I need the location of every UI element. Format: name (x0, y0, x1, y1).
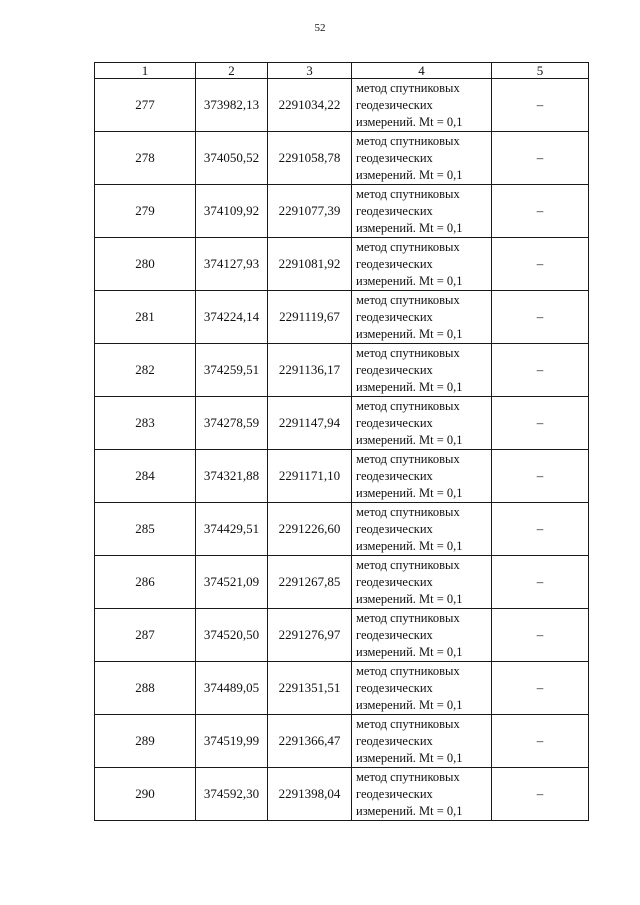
coordinate-x: 374050,52 (196, 132, 268, 185)
note-dash: – (492, 662, 589, 715)
method-line: измерений. Mt = 0,1 (356, 644, 463, 659)
table-row (95, 768, 589, 821)
method-line: измерений. Mt = 0,1 (356, 697, 463, 712)
method-line: геодезических (356, 362, 433, 377)
table-row (95, 291, 589, 344)
point-number: 288 (95, 662, 196, 715)
coordinate-y: 2291398,04 (268, 768, 352, 821)
method-line: метод спутниковых (356, 80, 460, 95)
point-number: 289 (95, 715, 196, 768)
table-body (95, 79, 589, 821)
table-row (95, 132, 589, 185)
method-line: измерений. Mt = 0,1 (356, 538, 463, 553)
method-description (352, 238, 492, 291)
point-number: 287 (95, 609, 196, 662)
method-line: измерений. Mt = 0,1 (356, 485, 463, 500)
coordinate-x: 374520,50 (196, 609, 268, 662)
method-line: геодезических (356, 150, 433, 165)
method-line: геодезических (356, 256, 433, 271)
table-row (95, 503, 589, 556)
method-line: геодезических (356, 97, 433, 112)
coordinate-x: 374278,59 (196, 397, 268, 450)
coordinate-y: 2291351,51 (268, 662, 352, 715)
method-line: измерений. Mt = 0,1 (356, 591, 463, 606)
note-dash: – (492, 768, 589, 821)
note-dash: – (492, 609, 589, 662)
coordinate-x: 374109,92 (196, 185, 268, 238)
header-col-1: 1 (95, 63, 196, 79)
coordinate-x: 374259,51 (196, 344, 268, 397)
header-col-3: 3 (268, 63, 352, 79)
method-description (352, 185, 492, 238)
note-dash: – (492, 556, 589, 609)
coordinate-y: 2291077,39 (268, 185, 352, 238)
coordinate-y: 2291034,22 (268, 79, 352, 132)
table-row (95, 238, 589, 291)
method-line: измерений. Mt = 0,1 (356, 273, 463, 288)
method-description (352, 397, 492, 450)
method-line: метод спутниковых (356, 610, 460, 625)
method-line: измерений. Mt = 0,1 (356, 326, 463, 341)
method-line: измерений. Mt = 0,1 (356, 167, 463, 182)
method-line: измерений. Mt = 0,1 (356, 379, 463, 394)
table-row (95, 556, 589, 609)
table-row (95, 662, 589, 715)
coordinate-y: 2291276,97 (268, 609, 352, 662)
table-row (95, 609, 589, 662)
point-number: 281 (95, 291, 196, 344)
method-line: метод спутниковых (356, 504, 460, 519)
point-number: 279 (95, 185, 196, 238)
coordinate-x: 373982,13 (196, 79, 268, 132)
method-description (352, 662, 492, 715)
coordinate-x: 374127,93 (196, 238, 268, 291)
point-number: 290 (95, 768, 196, 821)
point-number: 278 (95, 132, 196, 185)
coordinate-y: 2291267,85 (268, 556, 352, 609)
method-line: метод спутниковых (356, 557, 460, 572)
note-dash: – (492, 344, 589, 397)
note-dash: – (492, 291, 589, 344)
method-line: метод спутниковых (356, 663, 460, 678)
coordinate-y: 2291147,94 (268, 397, 352, 450)
method-line: геодезических (356, 468, 433, 483)
coordinate-y: 2291366,47 (268, 715, 352, 768)
method-line: геодезических (356, 309, 433, 324)
method-line: метод спутниковых (356, 451, 460, 466)
coordinate-y: 2291136,17 (268, 344, 352, 397)
point-number: 280 (95, 238, 196, 291)
header-col-4: 4 (352, 63, 492, 79)
method-line: метод спутниковых (356, 292, 460, 307)
method-description (352, 79, 492, 132)
note-dash: – (492, 238, 589, 291)
header-col-5: 5 (492, 63, 589, 79)
method-line: измерений. Mt = 0,1 (356, 114, 463, 129)
method-line: метод спутниковых (356, 239, 460, 254)
method-line: геодезических (356, 521, 433, 536)
coordinate-y: 2291171,10 (268, 450, 352, 503)
method-description (352, 132, 492, 185)
coordinate-x: 374489,05 (196, 662, 268, 715)
method-line: геодезических (356, 415, 433, 430)
method-description (352, 450, 492, 503)
method-line: измерений. Mt = 0,1 (356, 432, 463, 447)
coordinate-x: 374429,51 (196, 503, 268, 556)
note-dash: – (492, 715, 589, 768)
note-dash: – (492, 132, 589, 185)
method-line: геодезических (356, 733, 433, 748)
coordinate-y: 2291226,60 (268, 503, 352, 556)
method-line: метод спутниковых (356, 133, 460, 148)
point-number: 277 (95, 79, 196, 132)
method-line: метод спутниковых (356, 398, 460, 413)
method-line: метод спутниковых (356, 716, 460, 731)
method-line: измерений. Mt = 0,1 (356, 220, 463, 235)
coordinates-table (94, 62, 589, 821)
note-dash: – (492, 450, 589, 503)
coordinate-y: 2291119,67 (268, 291, 352, 344)
coordinate-x: 374592,30 (196, 768, 268, 821)
method-description (352, 715, 492, 768)
method-line: геодезических (356, 203, 433, 218)
method-description (352, 503, 492, 556)
coordinate-x: 374321,88 (196, 450, 268, 503)
table-row (95, 397, 589, 450)
table-row (95, 450, 589, 503)
point-number: 285 (95, 503, 196, 556)
coordinate-y: 2291058,78 (268, 132, 352, 185)
method-line: метод спутниковых (356, 769, 460, 784)
table-header (95, 63, 589, 79)
table-row (95, 185, 589, 238)
note-dash: – (492, 185, 589, 238)
coordinate-y: 2291081,92 (268, 238, 352, 291)
method-description (352, 556, 492, 609)
method-description (352, 768, 492, 821)
method-line: измерений. Mt = 0,1 (356, 750, 463, 765)
method-line: геодезических (356, 786, 433, 801)
method-line: измерений. Mt = 0,1 (356, 803, 463, 818)
header-row (95, 63, 589, 79)
method-line: метод спутниковых (356, 186, 460, 201)
coordinate-x: 374519,99 (196, 715, 268, 768)
table-row (95, 344, 589, 397)
header-col-2: 2 (196, 63, 268, 79)
note-dash: – (492, 79, 589, 132)
point-number: 282 (95, 344, 196, 397)
method-line: геодезических (356, 627, 433, 642)
coordinate-x: 374521,09 (196, 556, 268, 609)
table-row (95, 79, 589, 132)
point-number: 283 (95, 397, 196, 450)
coordinate-x: 374224,14 (196, 291, 268, 344)
method-description (352, 609, 492, 662)
page-number: 52 (314, 22, 326, 34)
note-dash: – (492, 503, 589, 556)
method-description (352, 344, 492, 397)
point-number: 284 (95, 450, 196, 503)
method-description (352, 291, 492, 344)
table-row (95, 715, 589, 768)
method-line: геодезических (356, 574, 433, 589)
note-dash: – (492, 397, 589, 450)
point-number: 286 (95, 556, 196, 609)
method-line: метод спутниковых (356, 345, 460, 360)
method-line: геодезических (356, 680, 433, 695)
